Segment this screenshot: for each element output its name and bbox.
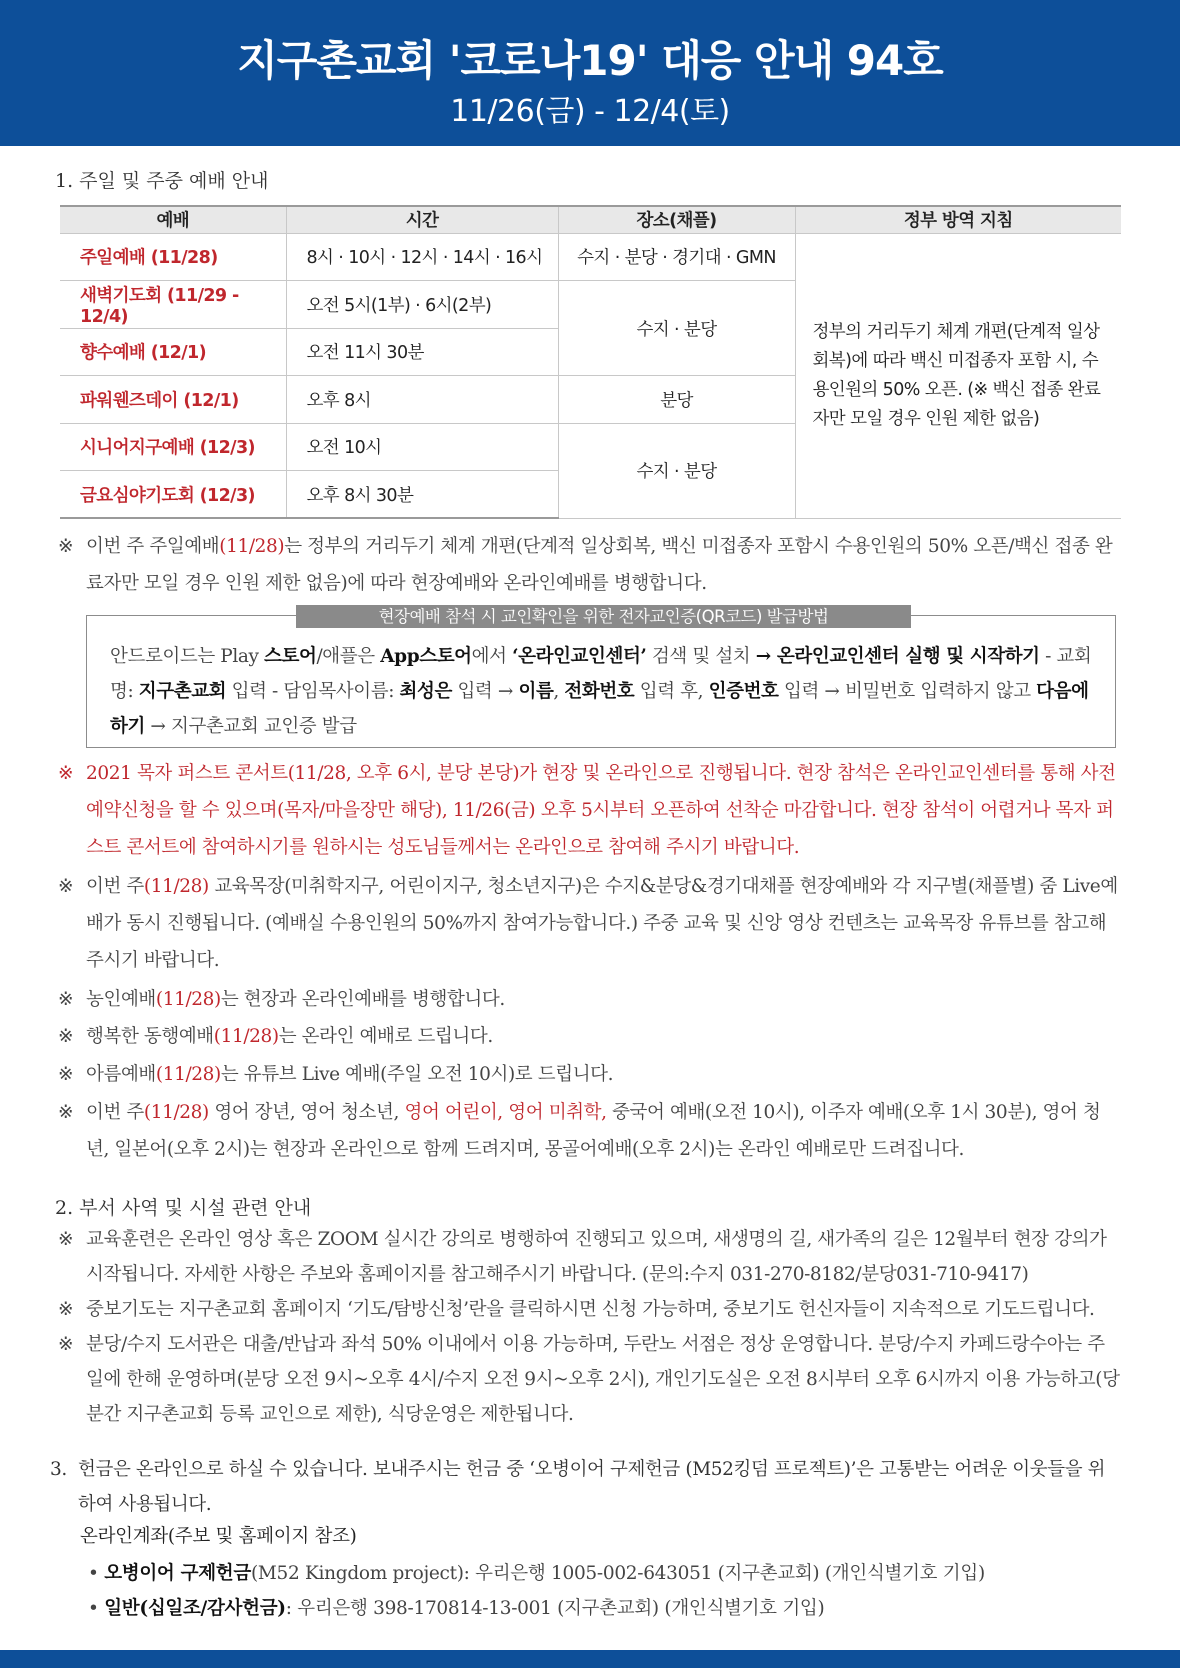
gov-guideline: 정부의 거리두기 체계 개편(단계적 일상회복)에 따라 백신 미접종자 포함 시, 수용인원의 50% 오픈. (※ 백신 접종 완료자만 모일 경우 인원 제한 없음) <box>795 233 1121 518</box>
service-time: 오전 10시 <box>286 423 558 471</box>
note-language-services: ※ 이번 주(11/28) 영어 장년, 영어 청소년, 영어 어린이, 영어 미취학, 중국어 예배(오전 10시), 이주자 예배(오후 1시 30분), 영어 청년, 일본어(오후 2시)는 현장과 온라인으로 함께 드려지며, 몽골어예배(오후 2시)는 온라인 예배로만 드려집니다. <box>58 1094 1120 1168</box>
service-place: 수지 · 분당 · 경기대 · GMN <box>558 233 795 281</box>
bullet: • <box>88 1563 99 1584</box>
table-header-row <box>60 206 1121 233</box>
note-facilities: ※ 분당/수지 도서관은 대출/반납과 좌석 50% 이내에서 이용 가능하며, 두란노 서점은 정상 운영합니다. 분당/수지 카페드랑수아는 주일에 한해 운영하며(분당 오전 9시~오후 4시/수지 오전 9시~오후 2시), 개인기도실은 오전 8시부터 오후 6시까지 이용 가능하고(당분간 지구촌교회 등록 교인으로 제한), 식당운영은 제한됩니다. <box>58 1327 1120 1432</box>
page-subtitle: 11/26(금) - 12/4(토) <box>450 94 730 129</box>
note-mark: ※ <box>58 1299 74 1320</box>
note-concert: ※ 2021 목자 퍼스트 콘서트(11/28, 오후 6시, 분당 본당)가 현장 및 온라인으로 진행됩니다. 현장 참석은 온라인교인센터를 통해 사전예약신청을 할 수 있으며(목자/마을장만 해당), 11/26(금) 오후 5시부터 오픈하여 선착순 마감합니다. 현장 참석이 어렵거나 목자 퍼스트 콘서트에 참여하시기를 원하시는 성도님들께서는 온라인으로 참여해 주시기 바랍니다. <box>58 755 1120 866</box>
service-time: 8시 · 10시 · 12시 · 14시 · 16시 <box>286 233 558 281</box>
note-mark: ※ <box>58 876 74 897</box>
col-header-time: 시간 <box>286 206 558 233</box>
page-header <box>0 0 1180 146</box>
page-title: 지구촌교회 '코로나19' 대응 안내 94호 <box>237 36 943 85</box>
note-sunday-hybrid: ※ 이번 주 주일예배(11/28)는 정부의 거리두기 체계 개편(단계적 일상회복, 백신 미접종자 포함시 수용인원의 50% 오픈/백신 접종 완료자만 모일 경우 인원 제한 없음)에 따라 현장예배와 온라인예배를 병행합니다. <box>58 528 1120 602</box>
note-mark: ※ <box>58 989 74 1010</box>
note-education: ※ 이번 주(11/28) 교육목장(미취학지구, 어린이지구, 청소년지구)은 수지&분당&경기대채플 현장예배와 각 지구별(채플별) 줌 Live예배가 동시 진행됩니다. (예배실 수용인원의 50%까지 참여가능합니다.) 주중 교육 및 신앙 영상 컨텐츠는 교육목장 유튜브를 참고해 주시기 바랍니다. <box>58 868 1120 979</box>
service-name: 새벽기도회 (11/29 - 12/4) <box>60 281 286 329</box>
section1-heading: 1. 주일 및 주중 예배 안내 <box>55 170 269 192</box>
service-time: 오후 8시 30분 <box>286 471 558 519</box>
account-item: • 오병이어 구제헌금(M52 Kingdom project): 우리은행 1005-002-643051 (지구촌교회) (개인식별기호 기입) <box>88 1563 985 1584</box>
service-time: 오후 8시 <box>286 376 558 424</box>
note-training: ※ 교육훈련은 온라인 영상 혹은 ZOOM 실시간 강의로 병행하여 진행되고 있으며, 새생명의 길, 새가족의 길은 12월부터 현장 강의가 시작됩니다. 자세한 사항은 주보와 홈페이지를 참고해주시기 바랍니다. (문의:수지 031-270-8182/분당031-710-9417) <box>58 1222 1120 1292</box>
section2-heading: 2. 부서 사역 및 시설 관련 안내 <box>55 1197 312 1219</box>
note-mark: ※ <box>58 1026 74 1047</box>
table-row <box>60 233 1121 281</box>
offering-text: 3. 헌금은 온라인으로 하실 수 있습니다. 보내주시는 헌금 중 ‘오병이어 구제헌금 (M52킹덤 프로젝트)’은 고통받는 어려운 이웃들을 위하여 사용됩니다. <box>50 1452 1120 1522</box>
note-mark: ※ <box>58 1334 74 1355</box>
worship-table <box>60 205 1121 519</box>
note-mark: ※ <box>58 1064 74 1085</box>
footer-bar <box>0 1650 1180 1668</box>
col-header-place: 장소(채플) <box>558 206 795 233</box>
note-deaf-service: ※ 농인예배(11/28)는 현장과 온라인예배를 병행합니다. <box>58 981 1120 1018</box>
service-name: 금요심야기도회 (12/3) <box>60 471 286 519</box>
service-name: 주일예배 (11/28) <box>60 233 286 281</box>
service-time: 오전 11시 30분 <box>286 328 558 376</box>
section3-number: 3. <box>50 1459 67 1480</box>
online-account-title: 온라인계좌(주보 및 홈페이지 참조) <box>80 1526 357 1547</box>
note-mark: ※ <box>58 1102 74 1123</box>
service-time: 오전 5시(1부) · 6시(2부) <box>286 281 558 329</box>
service-name: 파워웬즈데이 (12/1) <box>60 376 286 424</box>
note-mark: ※ <box>58 536 74 557</box>
qr-box-text: 안드로이드는 Play 스토어/애플은 App스토어에서 ‘온라인교인센터’ 검색 및 설치 → 온라인교인센터 실행 및 시작하기 - 교회명: 지구촌교회 입력 - 담임목사이름: 최성은 입력 → 이름, 전화번호 입력 후, 인증번호 입력 → 비밀번호 입력하지 않고 다음에 하기 → 지구촌교회 교인증 발급 <box>110 646 1092 737</box>
bullet: • <box>88 1598 99 1619</box>
service-place: 분당 <box>558 376 795 424</box>
qr-box-title: 현장예배 참석 시 교인확인을 위한 전자교인증(QR코드) 발급방법 <box>296 605 911 628</box>
col-header-service: 예배 <box>60 206 286 233</box>
qr-instructions-box <box>86 607 1116 748</box>
service-place: 수지 · 분당 <box>558 281 795 376</box>
note-areum-service: ※ 아름예배(11/28)는 유튜브 Live 예배(주일 오전 10시)로 드립니다. <box>58 1056 1120 1093</box>
service-name: 시니어지구예배 (12/3) <box>60 423 286 471</box>
note-intercession: ※ 중보기도는 지구촌교회 홈페이지 ‘기도/탐방신청’란을 클릭하시면 신청 가능하며, 중보기도 헌신자들이 지속적으로 기도드립니다. <box>58 1292 1120 1327</box>
service-place: 수지 · 분당 <box>558 423 795 518</box>
note-happy-service: ※ 행복한 동행예배(11/28)는 온라인 예배로 드립니다. <box>58 1018 1120 1055</box>
service-name: 향수예배 (12/1) <box>60 328 286 376</box>
account-item: • 일반(십일조/감사헌금): 우리은행 398-170814-13-001 (지구촌교회) (개인식별기호 기입) <box>88 1598 825 1619</box>
note-mark: ※ <box>58 1229 74 1250</box>
note-mark: ※ <box>58 763 74 784</box>
col-header-guideline: 정부 방역 지침 <box>795 206 1121 233</box>
